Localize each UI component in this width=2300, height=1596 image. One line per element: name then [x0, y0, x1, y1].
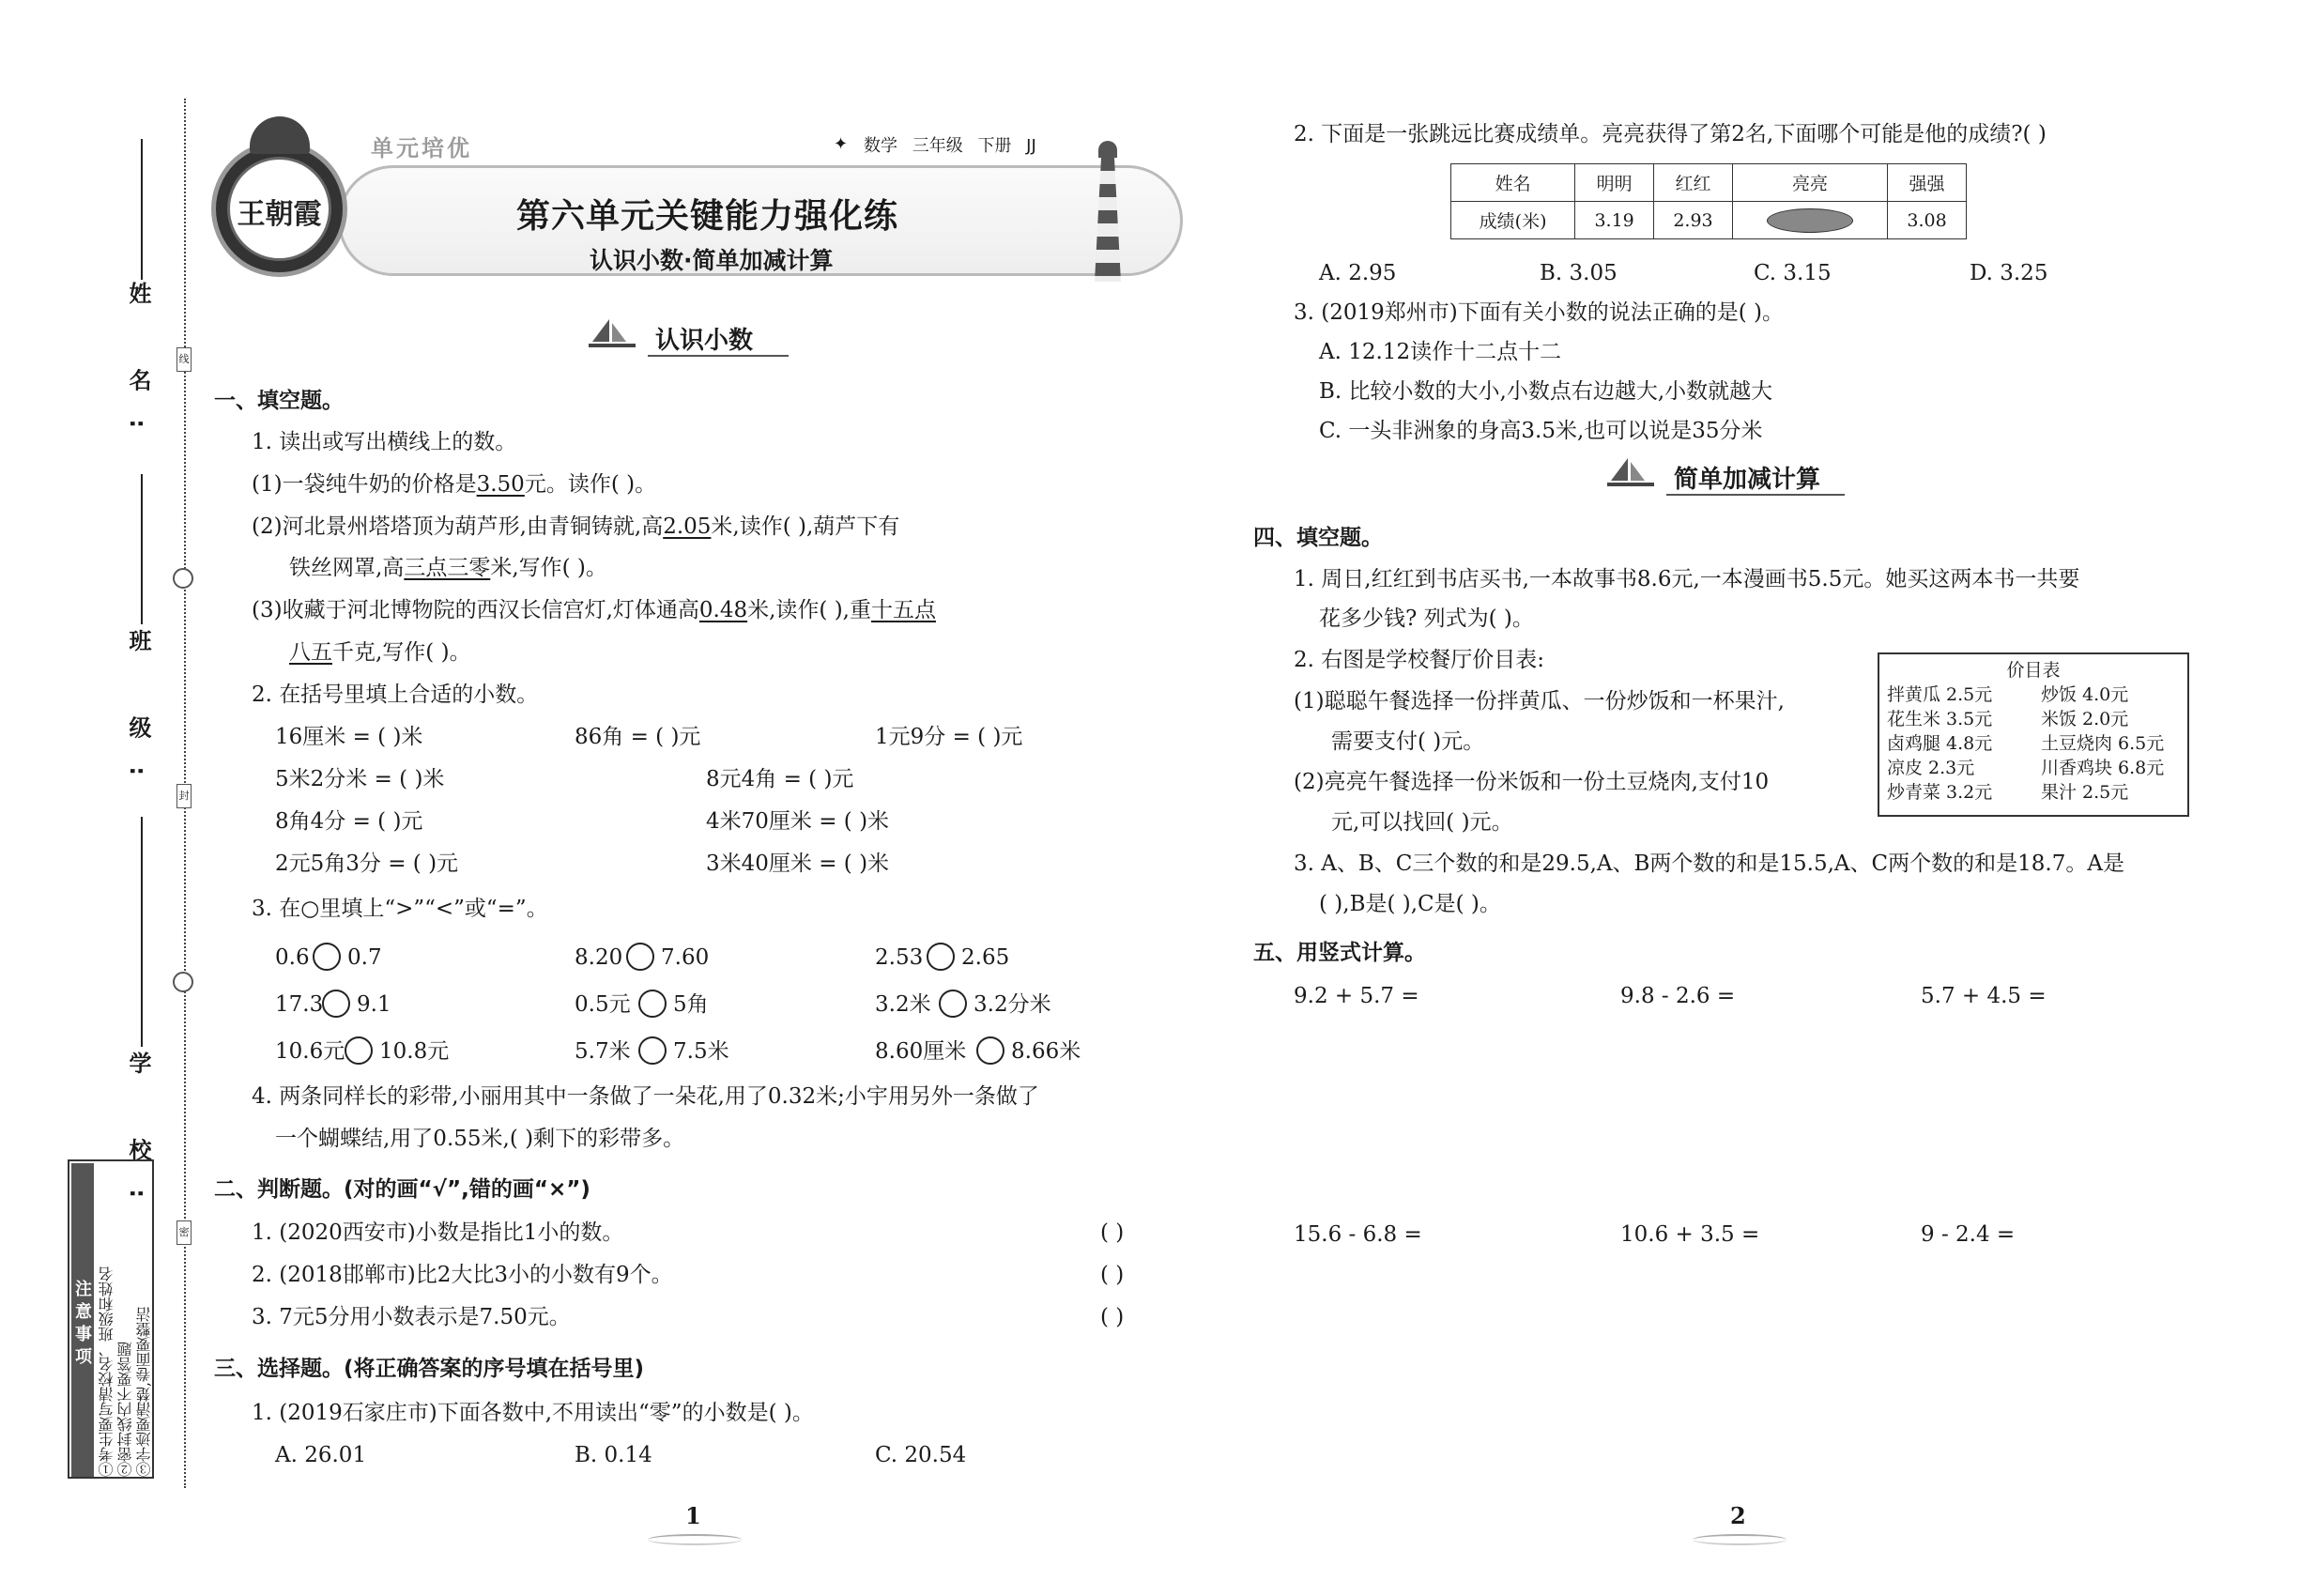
menu-col-right — [2041, 683, 2164, 805]
binding-hole-icon — [173, 972, 193, 992]
compare-right: 0.7 — [347, 945, 382, 970]
school-label: 学 校: — [125, 1051, 151, 1226]
seal-word-secret: 密 — [176, 1220, 192, 1245]
choice-option[interactable]: A. 26.01 — [275, 1443, 367, 1467]
fill-item: 86角 = ( )元 — [575, 725, 701, 749]
crown-icon — [250, 116, 310, 154]
menu-item: 拌黄瓜 2.5元 — [1887, 684, 1993, 705]
menu-item: 果汁 2.5元 — [2041, 782, 2129, 803]
compare-left: 2.53 — [875, 945, 924, 970]
series-label: 单元培优 — [371, 135, 472, 161]
school-line[interactable] — [141, 817, 143, 1047]
s1-q1-2: (2)河北景州塔塔顶为葫芦形,由青铜铸就,高2.05米,读作( ),葫芦下有 — [252, 514, 900, 539]
s1-q1-1: (1)一袋纯牛奶的价格是3.50元。读作( )。 — [252, 472, 657, 497]
compare-left: 10.6元 — [275, 1039, 345, 1064]
compare-circle[interactable] — [322, 990, 350, 1018]
judge-bracket[interactable]: ( ) — [1100, 1263, 1125, 1287]
s3-heading: 三、选择题。(将正确答案的序号填在括号里) — [214, 1357, 645, 1381]
compare-right: 2.65 — [961, 945, 1010, 970]
s1-q3: 3. 在○里填上“>”“<”或“=”。 — [252, 897, 548, 921]
sailboat-icon — [1605, 456, 1656, 490]
sailboat-icon — [587, 317, 637, 351]
s2-heading: 二、判断题。(对的画“√”,错的画“×”) — [214, 1177, 590, 1202]
compare-left: 0.6 — [275, 945, 310, 970]
s4-q3: 3. A、B、C三个数的和是29.5,A、B两个数的和是15.5,A、C两个数的和是18.7。A是 — [1294, 852, 2124, 876]
sparkle-icon: ✦ — [834, 134, 849, 154]
fill-item: 3米40厘米 = ( )米 — [706, 852, 890, 876]
compare-right: 9.1 — [357, 992, 391, 1017]
calc-item: 9.8 - 2.6 = — [1620, 984, 1736, 1008]
compare-left: 17.3 — [275, 992, 324, 1017]
page-number: 2 — [1730, 1502, 1746, 1529]
s1-q4-cont: 一个蝴蝶结,用了0.55米,( )剩下的彩带多。 — [275, 1127, 685, 1151]
notice-item: ②密封线内不要答题 — [116, 1342, 134, 1477]
compare-left: 3.2米 — [875, 992, 931, 1017]
s1-q2: 2. 在括号里填上合适的小数。 — [252, 683, 539, 707]
table-cell-hidden — [1732, 202, 1887, 239]
compare-right: 7.5米 — [673, 1039, 729, 1064]
judge-bracket[interactable]: ( ) — [1100, 1305, 1125, 1329]
brand-logo — [211, 141, 347, 277]
compare-right: 7.60 — [661, 945, 710, 970]
compare-left: 0.5元 — [575, 992, 631, 1017]
unit2-title: 简单加减计算 — [1674, 466, 1821, 494]
notice-items — [98, 1167, 154, 1477]
fill-item: 1元9分 = ( )元 — [875, 725, 1023, 749]
calc-item: 9.2 + 5.7 = — [1294, 984, 1419, 1008]
unit1-title: 认识小数 — [655, 327, 754, 355]
table-cell: 亮亮 — [1732, 164, 1887, 202]
unit2-title-rule — [1666, 494, 1845, 496]
menu-item: 卤鸡腿 4.8元 — [1887, 733, 1993, 754]
choice-option[interactable]: C. 一头非洲象的身高3.5米,也可以说是35分米 — [1319, 419, 1763, 443]
choice-option[interactable]: C. 20.54 — [875, 1443, 967, 1467]
s1-q1-2-cont: 铁丝网罩,高三点三零米,写作( )。 — [289, 556, 607, 580]
page-subtitle: 认识小数·简单加减计算 — [590, 247, 834, 274]
class-line[interactable] — [141, 474, 143, 624]
menu-item: 川香鸡块 6.8元 — [2041, 758, 2165, 778]
name-line[interactable] — [141, 139, 143, 280]
score-table — [1450, 163, 1967, 239]
menu-col-left — [1887, 683, 1992, 805]
p2-q2: 2. 下面是一张跳远比赛成绩单。亮亮获得了第2名,下面哪个可能是他的成绩?( ) — [1294, 122, 2047, 146]
seal-word-seal: 封 — [176, 784, 192, 808]
choice-option[interactable]: B. 3.05 — [1540, 261, 1618, 285]
compare-right: 5角 — [673, 992, 709, 1017]
compare-left: 8.20 — [575, 945, 623, 970]
fill-item: 16厘米 = ( )米 — [275, 725, 423, 749]
table-cell: 2.93 — [1654, 202, 1733, 239]
judge-item: 3. 7元5分用小数表示是7.50元。 — [252, 1305, 571, 1329]
compare-right: 8.66米 — [1011, 1039, 1081, 1064]
seal-word-line: 线 — [176, 347, 192, 372]
class-label: 班 级: — [125, 629, 151, 804]
subject-meta: 数学 三年级 下册 JJ — [864, 136, 1036, 156]
name-label: 姓 名: — [125, 282, 151, 456]
table-cell: 3.19 — [1575, 202, 1654, 239]
compare-circle[interactable] — [976, 1036, 1004, 1065]
menu-item: 炒饭 4.0元 — [2041, 684, 2129, 705]
s1-q1: 1. 读出或写出横线上的数。 — [252, 430, 517, 454]
table-cell: 3.08 — [1888, 202, 1967, 239]
page-title: 第六单元关键能力强化练 — [516, 197, 899, 236]
menu-item: 凉皮 2.3元 — [1887, 758, 1975, 778]
fill-item: 8角4分 = ( )元 — [275, 809, 423, 834]
s1-heading: 一、填空题。 — [214, 389, 344, 413]
notice-title: 注意事项 — [71, 1163, 94, 1477]
s4-q2: 2. 右图是学校餐厅价目表: — [1294, 648, 1545, 672]
compare-circle[interactable] — [638, 990, 667, 1018]
compare-right: 3.2分米 — [974, 992, 1051, 1017]
s1-q4: 4. 两条同样长的彩带,小丽用其中一条做了一朵花,用了0.32米;小宇用另外一条做了 — [252, 1084, 1039, 1109]
judge-item: 1. (2020西安市)小数是指比1小的数。 — [252, 1220, 624, 1245]
s3-q1: 1. (2019石家庄市)下面各数中,不用读出“零”的小数是( )。 — [252, 1401, 814, 1425]
s4-q1-cont: 花多少钱? 列式为( )。 — [1319, 606, 1534, 631]
s4-q3-cont: ( ),B是( ),C是( )。 — [1319, 892, 1501, 916]
s1-q1-3-cont: 八五千克,写作( )。 — [289, 640, 471, 665]
menu-item: 花生米 3.5元 — [1887, 709, 1993, 729]
compare-right: 10.8元 — [379, 1039, 450, 1064]
s1-q1-3: (3)收藏于河北博物院的西汉长信宫灯,灯体通高0.48米,读作( ),重十五点 — [252, 598, 936, 622]
choice-option[interactable]: A. 2.95 — [1319, 261, 1397, 285]
compare-circle[interactable] — [313, 943, 341, 971]
s4-q1: 1. 周日,红红到书店买书,一本故事书8.6元,一本漫画书5.5元。她买这两本书一共要 — [1294, 567, 2080, 591]
unit1-title-rule — [648, 355, 789, 357]
menu-item: 炒青菜 3.2元 — [1887, 782, 1993, 803]
s5-heading: 五、用竖式计算。 — [1253, 941, 1426, 965]
judge-bracket[interactable]: ( ) — [1100, 1220, 1125, 1245]
menu-title: 价目表 — [2006, 660, 2061, 681]
notice-item: ①考生要写清校名、班级和姓名 — [98, 1266, 115, 1477]
compare-circle[interactable] — [927, 943, 955, 971]
table-cell: 姓名 — [1451, 164, 1575, 202]
table-cell: 红红 — [1654, 164, 1733, 202]
p2-q3: 3. (2019郑州市)下面有关小数的说法正确的是( )。 — [1294, 300, 1784, 325]
compare-circle[interactable] — [939, 990, 967, 1018]
s4-q2-2-cont: 元,可以找回( )元。 — [1331, 810, 1513, 835]
table-cell: 明明 — [1575, 164, 1654, 202]
judge-item: 2. (2018邯郸市)比2大比3小的小数有9个。 — [252, 1263, 673, 1287]
table-row — [1451, 164, 1967, 202]
ink-blot — [1767, 208, 1853, 233]
notice-item: ③字迹要清楚,卷面要整洁 — [135, 1306, 153, 1477]
compare-left: 5.7米 — [575, 1039, 631, 1064]
page-number: 1 — [685, 1502, 701, 1529]
s4-q2-1: (1)聪聪午餐选择一份拌黄瓜、一份炒饭和一杯果汁, — [1294, 689, 1785, 714]
s4-q2-1-cont: 需要支付( )元。 — [1331, 729, 1485, 754]
fill-item: 5米2分米 = ( )米 — [275, 767, 445, 791]
calc-item: 15.6 - 6.8 = — [1294, 1222, 1422, 1247]
choice-option[interactable]: D. 3.25 — [1970, 261, 2048, 285]
table-cell: 成绩(米) — [1451, 202, 1575, 239]
fill-item: 4米70厘米 = ( )米 — [706, 809, 890, 834]
s4-q2-2: (2)亮亮午餐选择一份米饭和一份土豆烧肉,支付10 — [1294, 770, 1770, 794]
lighthouse-icon — [1089, 141, 1127, 282]
brand-name: 王朝霞 — [237, 198, 322, 231]
calc-item: 5.7 + 4.5 = — [1921, 984, 2047, 1008]
price-menu — [1878, 652, 2189, 817]
compare-circle[interactable] — [638, 1036, 667, 1065]
calc-item: 10.6 + 3.5 = — [1620, 1222, 1760, 1247]
s4-heading: 四、填空题。 — [1253, 526, 1383, 550]
compare-circle[interactable] — [626, 943, 654, 971]
compare-circle[interactable] — [345, 1036, 373, 1065]
menu-item: 土豆烧肉 6.5元 — [2041, 733, 2165, 754]
calc-item: 9 - 2.4 = — [1921, 1222, 2016, 1247]
choice-option[interactable]: B. 0.14 — [575, 1443, 652, 1467]
fill-item: 2元5角3分 = ( )元 — [275, 852, 459, 876]
choice-option[interactable]: A. 12.12读作十二点十二 — [1319, 340, 1562, 364]
table-row — [1451, 202, 1967, 239]
page-number-ornament — [1693, 1534, 1786, 1545]
notice-box — [68, 1159, 154, 1479]
binding-hole-icon — [173, 568, 193, 589]
choice-option[interactable]: C. 3.15 — [1754, 261, 1832, 285]
compare-left: 8.60厘米 — [875, 1039, 967, 1064]
page-number-ornament — [648, 1534, 742, 1545]
table-cell: 强强 — [1888, 164, 1967, 202]
choice-option[interactable]: B. 比较小数的大小,小数点右边越大,小数就越大 — [1319, 379, 1773, 404]
menu-item: 米饭 2.0元 — [2041, 709, 2129, 729]
fill-item: 8元4角 = ( )元 — [706, 767, 854, 791]
